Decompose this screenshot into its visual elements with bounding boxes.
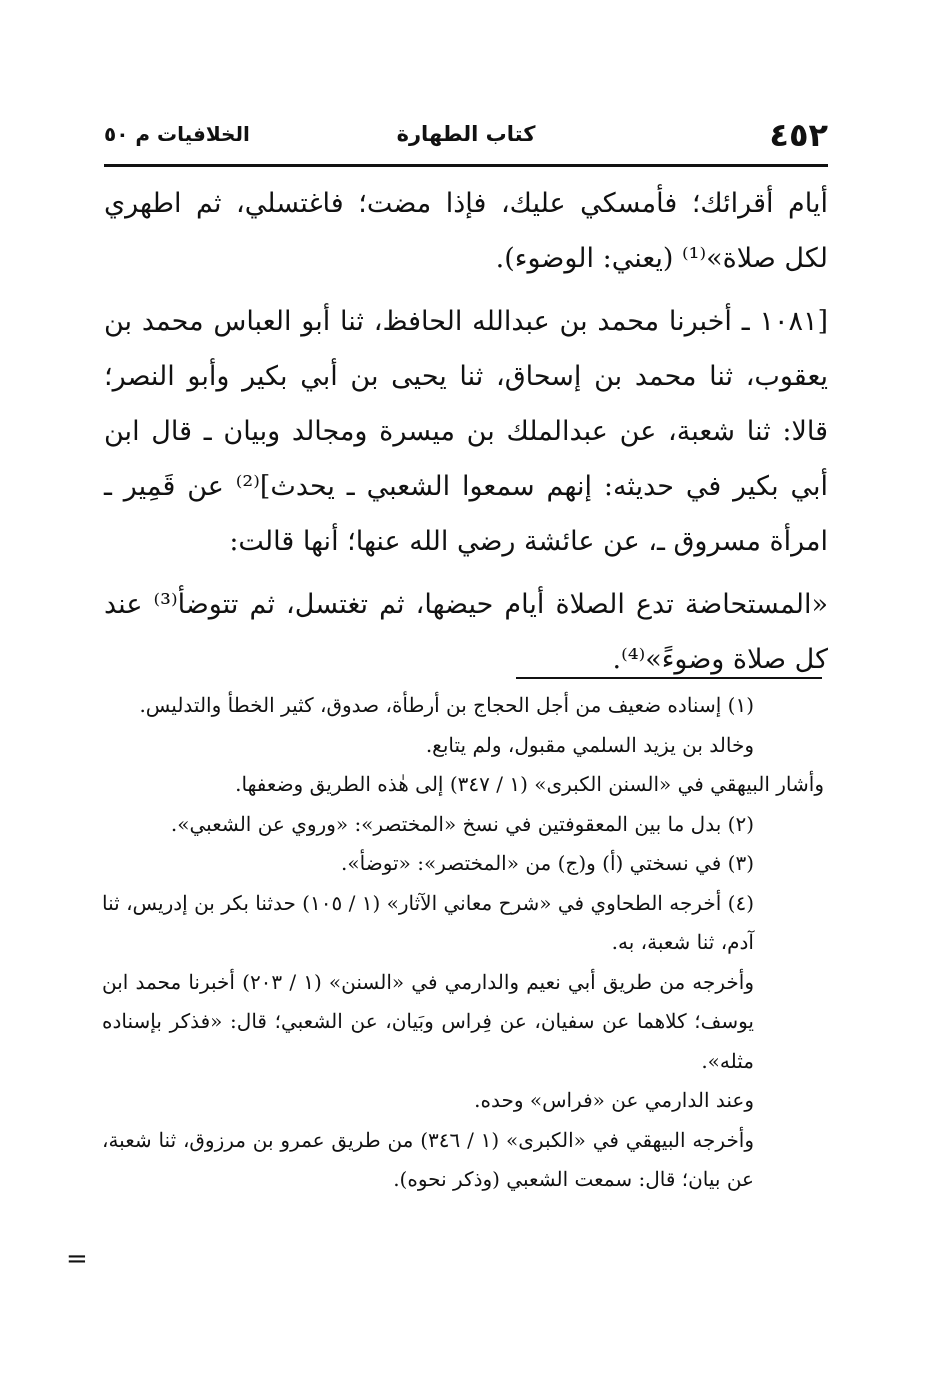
page-number: ٤٥٢ bbox=[769, 116, 828, 154]
footnote: وأخرجه من طريق أبي نعيم والدارمي في «السنن» (١ / ٢٠٣) أخبرنا محمد ابن يوسف؛ كلاهما عن سفيان، عن فِراس وبَيان، عن الشعبي؛ قال: «فذكر بإسناده مثله». bbox=[102, 969, 755, 1073]
footnote: (١) إسناده ضعيف من أجل الحجاج بن أرطأة، صدوق، كثير الخطأ والتدليس. bbox=[139, 693, 754, 717]
footnote: وعند الدارمي عن «فراس» وحده. bbox=[474, 1088, 754, 1112]
footnotes bbox=[102, 686, 824, 1200]
continuation-mark: = bbox=[66, 1244, 88, 1274]
footnote: وخالد بن يزيد السلمي مقبول، ولم يتابع. bbox=[425, 732, 754, 757]
footnote-separator bbox=[516, 677, 822, 679]
main-paragraph: [١٠٨١ ـ أخبرنا محمد بن عبدالله الحافظ، ثنا أبو العباس محمد بن يعقوب، ثنا محمد بن إسحاق، ثنا يحيى بن أبي بكير وأبو النصر؛ قالا: ثنا شعبة، عن عبدالملك بن ميسرة ومجالد وبيان ـ قال ابن أبي بكير في حديثه: إنهم سمعوا الشعبي ـ يحدث]⁽²⁾ عن قَمِير ـ امرأة مسروق ـ، عن عائشة رضي الله عنها؛ أنها قالت: bbox=[104, 306, 828, 557]
footnote: وأشار البيهقي في «السنن الكبرى» (١ / ٣٤٧) إلى هٰذه الطريق وضعفها. bbox=[235, 772, 824, 796]
footnote: (٣) في نسختي (أ) و(ج) من «المختصر»: «توضأ». bbox=[341, 851, 754, 875]
page-header bbox=[104, 114, 828, 164]
main-text bbox=[104, 176, 828, 687]
footnote: (٢) بدل ما بين المعقوفتين في نسخ «المختصر»: «وروي عن الشعبي». bbox=[170, 811, 754, 836]
main-paragraph: أيام أقرائك؛ فأمسكي عليك، فإذا مضت؛ فاغتسلي، ثم اطهري لكل صلاة»⁽¹⁾ (يعني: الوضوء). bbox=[104, 188, 828, 274]
header-rule bbox=[104, 164, 828, 167]
main-paragraph: «المستحاضة تدع الصلاة أيام حيضها، ثم تغتسل، ثم تتوضأ⁽³⁾ عند كل صلاة وضوءً»⁽⁴⁾. bbox=[104, 589, 828, 675]
footnote: (٤) أخرجه الطحاوي في «شرح معاني الآثار» (١ / ١٠٥) حدثنا بكر بن إدريس، ثنا آدم، ثنا شعبة، به. bbox=[102, 890, 755, 954]
running-head: الخلافيات م ٥٠ bbox=[104, 122, 250, 146]
section-title: كتاب الطهارة bbox=[396, 122, 536, 146]
footnote: وأخرجه البيهقي في «الكبرى» (١ / ٣٤٦) من طريق عمرو بن مرزوق، ثنا شعبة، عن بيان؛ قال: سمعت الشعبي (وذكر نحوه). bbox=[102, 1127, 755, 1191]
